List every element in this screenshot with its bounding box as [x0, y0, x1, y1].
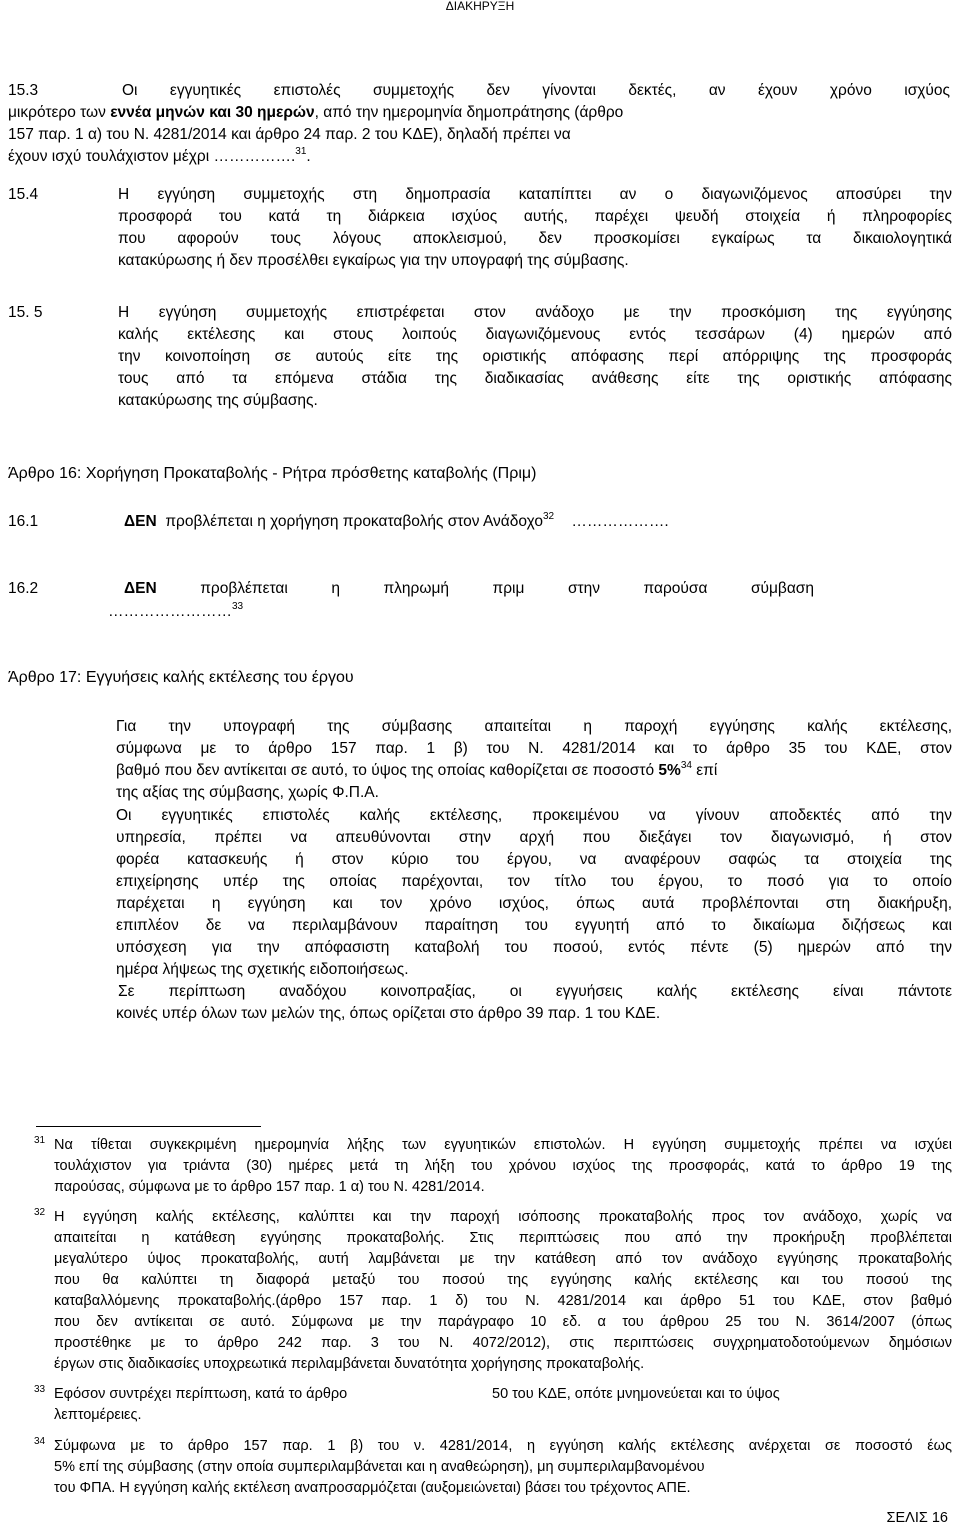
text-line: Σύμφωνα με το άρθρο 157 παρ. 1 β) του ν. 4281/2014, η εγγύηση καλής εκτέλεσης ανέρχεται σε ποσοστό έως [54, 1438, 952, 1454]
bold-duration: εννέα μηνών και 30 ημερών [110, 104, 315, 121]
text-line: απαιτείται η κατάθεση εγγύησης προκαταβολής. Στις περιπτώσεις που από την προκήρυξη προβλέπεται [54, 1230, 952, 1246]
paragraph-16-1 [124, 511, 669, 533]
section-number-15-5: 15. 5 [8, 304, 43, 321]
text-line: επιχείρησης υπέρ της οποίας παρέχονται, τον τίτλο του έργου, το ποσό για το οποίο [116, 873, 952, 890]
text-line: 50 του ΚΔΕ, οπότε μνημονεύεται και το ύψος [492, 1386, 780, 1402]
article-17-title: Άρθρο 17: Εγγυήσεις καλής εκτέλεσης του έργου [8, 669, 354, 686]
word: η [331, 580, 340, 597]
footnote-ref-34[interactable]: 34 [680, 760, 692, 771]
bold-percentage: 5% [658, 762, 681, 779]
text-line: έχουν ισχύ τουλάχιστον μέχρι ……………. [8, 148, 296, 165]
footnote-number: 32 [34, 1207, 46, 1218]
text-line: προστέθηκε με το άρθρο 242 παρ. 3 του Ν. 4072/2012), στις περιπτώσεις συγχρηματοδοτούμενων δημόσιων [54, 1335, 952, 1351]
paragraph-15-3 [122, 80, 950, 102]
text-line: προσφορά του κατά τη διάρκεια ισχύος αυτής, παρέχει ψευδή στοιχεία ή πληροφορίες [118, 208, 952, 225]
text-line: που δεν αντίκειται σε αυτό. Σύμφωνα με την παράγραφο 10 εδ. α του άρθρου 25 του Ν. 3614/2007 (όπως [54, 1314, 952, 1330]
text-line: παρούσας, σύμφωνα με το άρθρο 157 παρ. 1 α) του Ν. 4281/2014. [54, 1179, 485, 1195]
paragraph-15-3-line2 [8, 102, 952, 124]
text-line: βαθμό που δεν αντίκειται σε αυτό, το ύψος της οποίας καθορίζεται σε ποσοστό [116, 762, 659, 779]
text-line: Η εγγύηση συμμετοχής επιστρέφεται στον ανάδοχο με την προσκόμιση της εγγύησης [118, 304, 952, 321]
article-16-title: Άρθρο 16: Χορήγηση Προκαταβολής - Ρήτρα πρόσθετης καταβολής (Πριμ) [8, 465, 537, 482]
text-line: Η εγγύηση συμμετοχής στη δημοπρασία καταπίπτει αν ο διαγωνιζόμενος αποσύρει την [118, 186, 952, 203]
footnote-32 [34, 1207, 952, 1375]
text-line: μεγαλύτερο ύψος προκαταβολής, αυτή λαμβάνεται με την κατάθεση από τον ανάδοχο εγγύησης προκαταβολής [54, 1251, 952, 1267]
bold-den: ΔΕΝ [124, 513, 157, 530]
footnote-31 [34, 1135, 952, 1198]
section-number-16-1: 16.1 [8, 513, 39, 530]
section-number-16-2: 16.2 [8, 580, 39, 597]
footnote-ref-33[interactable]: 33 [232, 601, 244, 612]
paragraph-17-3 [116, 981, 952, 1025]
text-line: ημέρα λήψεως της σχετικής ειδοποιήσεως. [116, 961, 409, 978]
footnote-separator [36, 1126, 261, 1127]
section-number-15-3: 15.3 [8, 82, 39, 99]
footnote-34 [34, 1436, 952, 1499]
text-line: σύμφωνα με το άρθρο 157 παρ. 1 β) του Ν. 4281/2014 και το άρθρο 35 του ΚΔΕ, στον [116, 740, 952, 757]
text-line: που αφορούν τους λόγους αποκλεισμού, δεν προσκομίσει εγκαίρως τα δικαιολογητικά [118, 230, 952, 247]
text-line: . [306, 148, 311, 165]
dots: ………………. [571, 513, 669, 530]
text-line: 157 παρ. 1 α) του Ν. 4281/2014 και άρθρο 24 παρ. 2 του ΚΔΕ), δηλαδή πρέπει να [8, 126, 571, 143]
paragraph-17-1 [116, 716, 952, 804]
page-number: ΣΕΛΙΣ 16 [886, 1510, 948, 1526]
bold-den: ΔΕΝ [124, 580, 157, 597]
paragraph-15-3-line4 [8, 146, 311, 168]
paragraph-15-5 [118, 302, 952, 412]
dots: …………………… [108, 603, 232, 620]
text-line: του ΦΠΑ. Η εγγύηση καλής εκτέλεση αναπροσαρμόζεται (αυξομειώνεται) βάσει του τρέχοντος ΑΠΕ. [54, 1480, 691, 1496]
text-line: κατακύρωσης της σύμβασης. [118, 392, 318, 409]
paragraph-17-2 [116, 805, 952, 981]
text-line: Εφόσον συντρέχει περίπτωση, κατά το άρθρο [54, 1386, 348, 1402]
word: πριμ [492, 580, 525, 597]
text-line [116, 760, 952, 782]
paragraph-16-2 [124, 578, 814, 600]
text-line: μικρότερο των [8, 104, 111, 121]
footnote-33 [34, 1384, 952, 1426]
text-line: κοινές υπέρ όλων των μελών της, όπως ορίζεται στο άρθρο 39 παρ. 1 του ΚΔΕ. [116, 1005, 661, 1022]
text-line: Οι εγγυητικές επιστολές συμμετοχής δεν γίνονται δεκτές, αν έχουν χρόνο ισχύος [122, 82, 950, 99]
word: παρούσα [643, 580, 708, 597]
text-line: επί [691, 762, 718, 779]
text-line: παρέχεται η εγγύηση και τον χρόνο ισχύος, όπως αυτά προβλέπονται στη διακήρυξη, [116, 895, 952, 912]
paragraph-15-3-line3 [8, 124, 952, 146]
word: σύμβαση [750, 580, 814, 597]
text-line: , από την ημερομηνία δημοπράτησης (άρθρο [314, 104, 624, 121]
text-line: επιπλέον δε να περιλαμβάνουν παραίτηση του εγγυητή από το δικαίωμα διζήσεως και [116, 917, 952, 934]
text-line: Οι εγγυητικές επιστολές καλής εκτέλεσης, προκειμένου να γίνουν αποδεκτές από την [116, 807, 952, 824]
text-line: 5% επί της σύμβασης (στην οποία συμπεριλαμβάνεται και η αναθεώρηση), μη συμπεριλαμβανομένου [54, 1459, 705, 1475]
text-line: υπηρεσία, πρέπει να απευθύνονται στην αρχή που διεξάγει τον διαγωνισμό, ή στον [116, 829, 952, 846]
footnote-ref-31[interactable]: 31 [295, 146, 307, 157]
text-line: της αξίας της σύμβασης, χωρίς Φ.Π.Α. [116, 784, 379, 801]
text-line: καταβαλλόμενης προκαταβολής.(άρθρο 157 παρ. 1 δ) του Ν. 4281/2014 και άρθρο 51 του ΚΔΕ, στον βαθμό [54, 1293, 952, 1309]
word: προβλέπεται [200, 580, 288, 597]
footnote-number: 34 [34, 1436, 46, 1447]
footnote-ref-32[interactable]: 32 [542, 511, 555, 522]
paragraph-16-2-line2 [108, 601, 243, 623]
text-line: που θα καλύπτει τη διαφορά μεταξύ του ποσού της εγγύησης καλής εκτέλεσης και του ποσού της [54, 1272, 952, 1288]
text-line: Η εγγύηση καλής εκτέλεσης, καλύπτει και την παροχή ισόποσης προκαταβολής προς τον ανάδοχο, χωρίς να [54, 1209, 952, 1225]
footnote-number: 31 [34, 1135, 46, 1146]
footnote-number: 33 [34, 1384, 46, 1395]
word: στην [567, 580, 601, 597]
paragraph-15-4 [118, 184, 952, 272]
text-line: έργων στις διαδικασίες υποχρεωτικά περιλαμβάνεται δυνατότητα χορήγησης προκαταβολής. [54, 1356, 645, 1372]
text-line: καλής εκτέλεσης και στους λοιπούς διαγωνιζόμενους εντός τεσσάρων (4) ημερών από [118, 326, 952, 343]
text-line: λεπτομέρειες. [54, 1407, 142, 1423]
text-line: τουλάχιστον για τριάντα (30) ημέρες μετά τη λήξη του χρόνου ισχύος της προσφοράς, κατά το άρθρο 19 της [54, 1158, 952, 1174]
section-number-15-4: 15.4 [8, 186, 39, 203]
text-line: φορέα κατασκευής ή στον κύριο του έργου, να αναφέρουν σαφώς τα στοιχεία της [116, 851, 952, 868]
document-header: ΔΙΑΚΗΡΥΞΗ [445, 0, 515, 13]
text-line: την κοινοποίηση σε αυτούς είτε της οριστικής απόφασης περί απόρριψης της προσφοράς [118, 348, 952, 365]
text-line: κατακύρωσης ή δεν προσέλθει εγκαίρως για την υπογραφή της σύμβασης. [118, 252, 629, 269]
text-line: υπόσχεση για την απόφασιστη καταβολή του ποσού, εντός πέντε (5) ημερών από την [116, 939, 952, 956]
text-line: Σε περίπτωση αναδόχου κοινοπραξίας, οι εγγυήσεις καλής εκτέλεσης είναι πάντοτε [118, 983, 952, 1000]
text-line: Για την υπογραφή της σύμβασης απαιτείται η παροχή εγγύησης καλής εκτέλεσης, [116, 718, 952, 735]
text-line: προβλέπεται η χορήγηση προκαταβολής στον Ανάδοχο [165, 513, 543, 530]
text-line: τους από τα επόμενα στάδια της διαδικασίας ανάθεσης είτε της οριστικής απόφασης [118, 370, 952, 387]
word: πληρωμή [383, 580, 450, 597]
text-line: Να τίθεται συγκεκριμένη ημερομηνία λήξης των εγγυητικών επιστολών. Η εγγύηση συμμετοχής πρέπει να ισχύει [54, 1137, 952, 1153]
